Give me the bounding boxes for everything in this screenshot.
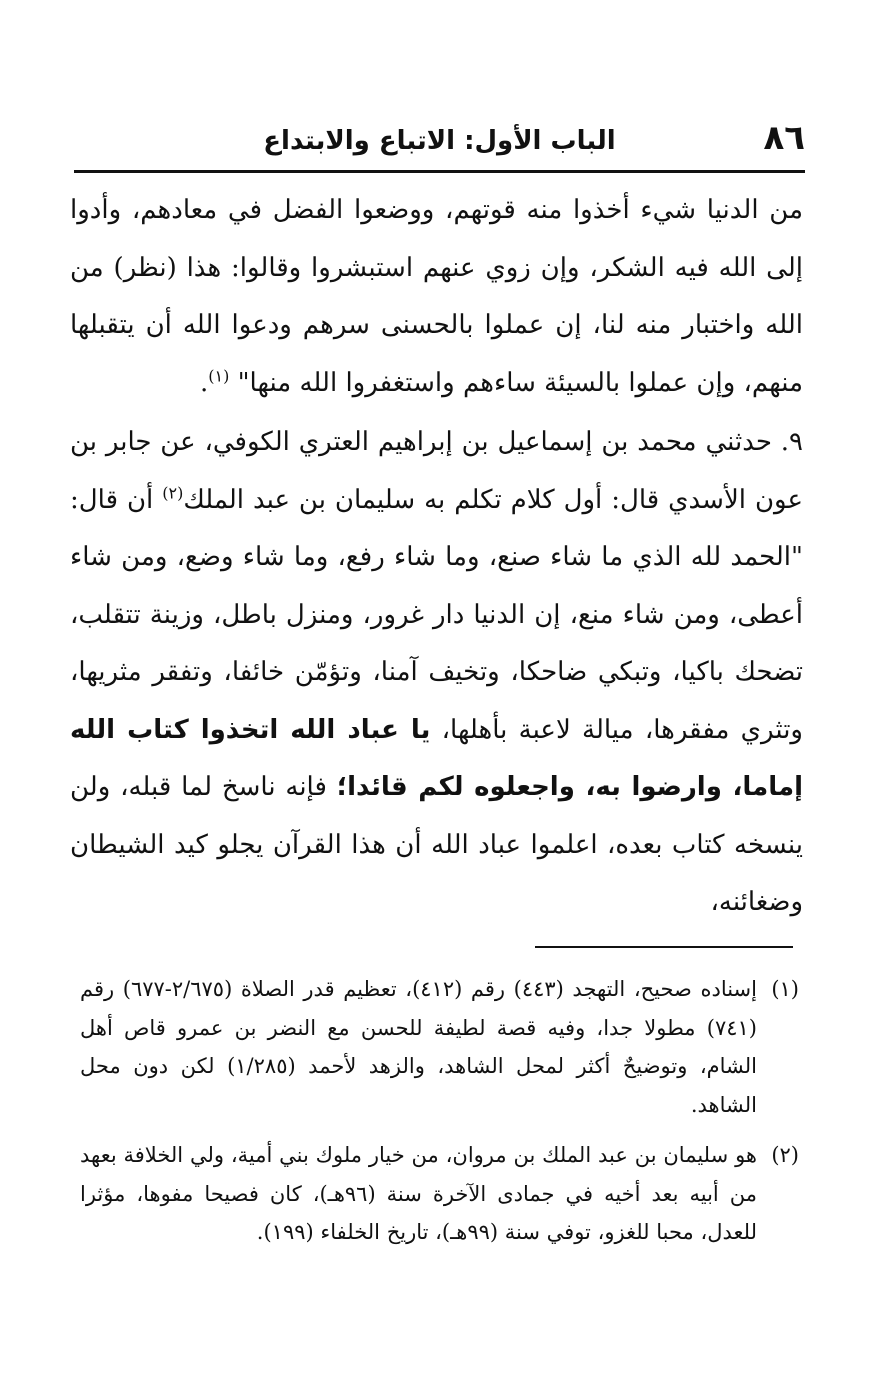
paragraph-continuation [70, 182, 803, 412]
footnotes [80, 970, 799, 1264]
paragraph-9-part2: أن قال: "الحمد لله الذي ما شاء صنع، وما شاء رفع، وما شاء وضع، ومن شاء أعطى، ومن شاء منع، إن الدنيا دار غرور، ومنزل باطل، وزينة تتقلب، تضحك باكيا، وتبكي ضاحكا، وتخيف آمنا، وتؤمّن خائفا، وتفقر مثريها، وتثري مفقرها، ميالة لاعبة بأهلها، [70, 484, 803, 745]
footnote-ref-2: (٢) [162, 482, 184, 502]
page-number: ٨٦ [763, 118, 805, 158]
paragraph-9-part1: ٩. حدثني محمد بن إسماعيل بن إبراهيم العتري الكوفي، عن جابر بن عون الأسدي قال: أول كلام تكلم به سليمان بن عبد الملك [70, 427, 804, 515]
footnote-1-text: إسناده صحيح، التهجد (٤٤٣) رقم (٤١٢)، تعظيم قدر الصلاة (٢/٦٧٥-٦٧٧) رقم (٧٤١) مطولا جدا، وفيه قصة لطيفة للحسن مع النضر بن عمرو قاص أهل الشام، وتوضيحٌ أكثر لمحل الشاهد، والزهد لأحمد (١/٢٨٥) لكن دون محل الشاهد. [80, 977, 757, 1117]
footnote-separator [535, 946, 793, 948]
paragraph-9 [70, 414, 803, 932]
footnote-1 [80, 970, 799, 1124]
running-title: الباب الأول: الاتباع والابتداع [263, 126, 616, 156]
footnote-2-text: هو سليمان بن عبد الملك بن مروان، من خيار ملوك بني أمية، ولي الخلافة بعهد من أبيه بعد أخيه في جمادى الآخرة سنة (٩٦هـ)، كان فصيحا مفوها، مؤثرا للعدل، محبا للغزو، توفي سنة (٩٩هـ)، تاريخ الخلفاء (١٩٩). [80, 1143, 757, 1244]
main-text [70, 182, 803, 932]
page-header [74, 112, 805, 173]
footnote-1-marker: (١) [771, 977, 799, 1001]
paragraph-1-text: من الدنيا شيء أخذوا منه قوتهم، ووضعوا الفضل في معادهم، وأدوا إلى الله فيه الشكر، وإن زوي عنهم استبشروا وقالوا: هذا (نظر) من الله واختبار منه لنا، إن عملوا بالحسنى سرهم ودعوا الله أن يتقبلها منهم، وإن عملوا بالسيئة ساءهم واستغفروا الله منها" [70, 195, 803, 398]
footnote-ref-1: (١) [208, 365, 230, 385]
emphasized-quote: يا عباد الله اتخذوا كتاب الله إماما، وارضوا به، واجعلوه لكم قائدا؛ [70, 714, 804, 802]
footnote-2-marker: (٢) [771, 1143, 799, 1167]
paragraph-9-part3: فإنه ناسخ لما قبله، ولن ينسخه كتاب بعده، اعلموا عباد الله أن هذا القرآن يجلو كيد الشيطان وضغائنه، [70, 772, 803, 917]
paragraph-1-end: . [199, 367, 209, 398]
footnote-2 [80, 1136, 799, 1252]
